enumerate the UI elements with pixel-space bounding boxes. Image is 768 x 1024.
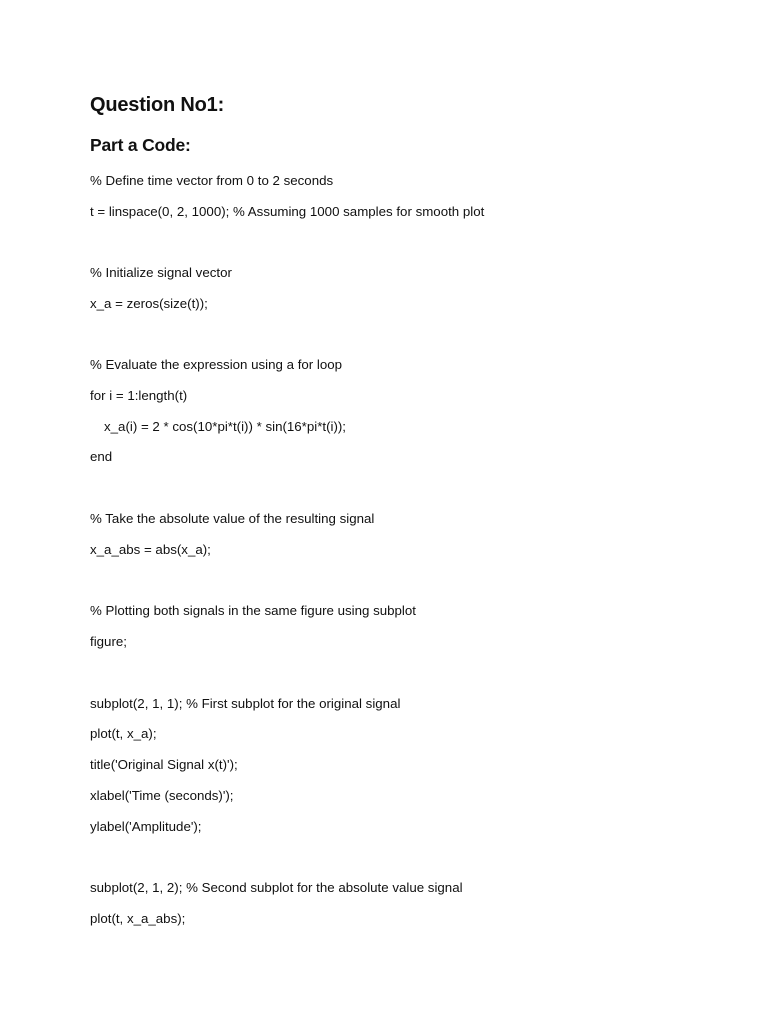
code-line: for i = 1:length(t) [90, 388, 188, 403]
code-line: x_a = zeros(size(t)); [90, 296, 208, 311]
code-line: % Define time vector from 0 to 2 seconds [90, 173, 334, 188]
code-line: x_a_abs = abs(x_a); [90, 542, 211, 557]
code-line: x_a(i) = 2 * cos(10*pi*t(i)) * sin(16*pi*t(i)); [104, 419, 347, 434]
code-line: plot(t, x_a_abs); [90, 911, 186, 926]
code-line: title('Original Signal x(t)'); [90, 757, 238, 772]
code-line: ylabel('Amplitude'); [90, 819, 202, 834]
code-line: figure; [90, 634, 127, 649]
question-title: Question No1: [90, 94, 225, 116]
part-subtitle: Part a Code: [90, 135, 191, 155]
code-line: t = linspace(0, 2, 1000); % Assuming 1000 samples for smooth plot [90, 204, 485, 219]
code-line: subplot(2, 1, 2); % Second subplot for the absolute value signal [90, 880, 463, 895]
code-line: % Evaluate the expression using a for loop [90, 357, 343, 372]
code-line: subplot(2, 1, 1); % First subplot for the original signal [90, 696, 401, 711]
code-line: end [90, 449, 113, 464]
code-line: xlabel('Time (seconds)'); [90, 788, 234, 803]
code-line: % Plotting both signals in the same figure using subplot [90, 603, 416, 618]
code-line: plot(t, x_a); [90, 726, 157, 741]
code-line: % Take the absolute value of the resulting signal [90, 511, 375, 526]
code-line: % Initialize signal vector [90, 265, 232, 280]
